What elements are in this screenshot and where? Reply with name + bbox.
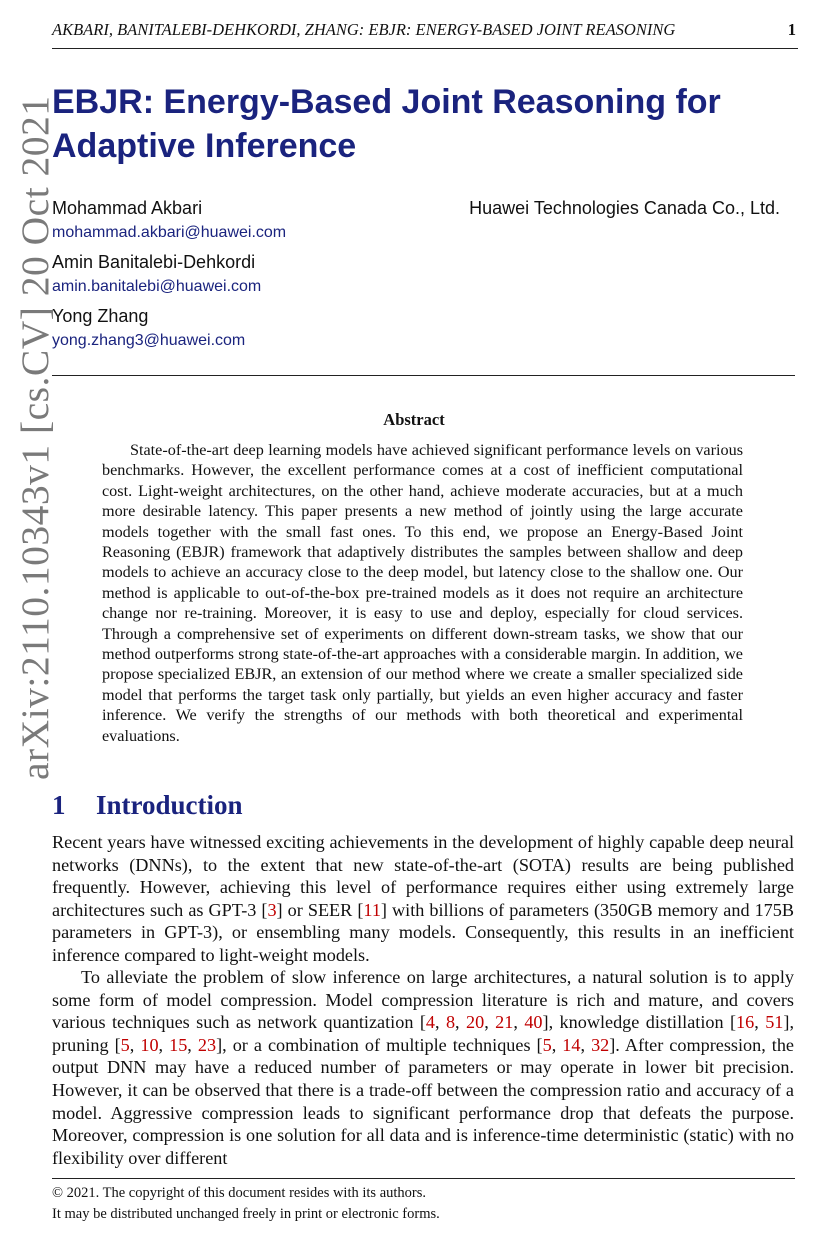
author-email-link[interactable]: yong.zhang3@huawei.com — [52, 332, 246, 349]
copyright-notice: © 2021. The copyright of this document resides with its authors. — [52, 1185, 427, 1201]
citation-link[interactable]: 23 — [197, 1034, 217, 1055]
text-run: , — [455, 1012, 467, 1033]
text-run: ], knowledge distillation [ — [542, 1012, 737, 1033]
citation-link[interactable]: 21 — [495, 1012, 514, 1033]
author-name: Amin Banitalebi-Dehkordi — [52, 252, 256, 272]
text-run: , — [551, 1034, 563, 1055]
text-run: ]. After compression, the output DNN may have a reduced number of parameters or may operate in lower bit precision. However, it can be observed that there is a trade-off between the compression ratio and accuracy of a model. Aggressive compression leads to significant performance drop that defeats the purpose. Moreover, compression is one solution for all data and is inference-time deterministic (static) with no flexibility over different — [52, 1034, 795, 1168]
author-email-link[interactable]: mohammad.akbari@huawei.com — [52, 224, 287, 241]
text-run: To alleviate the problem of slow inference on large architectures, a natural solution is to apply some form of model compression. Model compression literature is rich and mature, and covers various techniques such as network quantization [ — [52, 967, 794, 1033]
paper-title: EBJR: Energy-Based Joint Reasoning for Adaptive Inference — [52, 83, 721, 165]
citation-link[interactable]: 51 — [765, 1012, 784, 1033]
header-divider — [52, 375, 795, 376]
abstract-heading: Abstract — [383, 410, 445, 429]
text-run: , — [754, 1012, 766, 1033]
text-run: ] or SEER [ — [276, 899, 364, 920]
text-run: Recent years have witnessed exciting achievements in the development of highly capable deep neural networks (DNNs), to the extent that new state-of-the-art (SOTA) results are being published frequently. However, achieving this level of performance requires either using extremely large architectures such as GPT-3 [ — [52, 832, 794, 920]
citation-link[interactable]: 5 — [120, 1034, 130, 1055]
text-run: , — [434, 1012, 446, 1033]
text-run: , — [513, 1012, 525, 1033]
citation-link[interactable]: 40 — [524, 1012, 543, 1033]
section-number: 1 — [52, 790, 66, 820]
text-run: ], or a combination of multiple techniques [ — [216, 1034, 543, 1055]
text-run: , — [187, 1034, 198, 1055]
author-name: Yong Zhang — [52, 306, 149, 326]
citation-link[interactable]: 14 — [562, 1034, 581, 1055]
text-run: ] with billions of parameters (350GB memory and 175B parameters in GPT-3), or ensembling many models. Consequently, this results in an inefficient inference compared to light-weight models. — [52, 899, 795, 965]
author-email-link[interactable]: amin.banitalebi@huawei.com — [52, 278, 262, 295]
text-run: , — [158, 1034, 170, 1055]
running-head-text: AKBARI, BANITALEBI-DEHKORDI, ZHANG: EBJR: ENERGY-BASED JOINT REASONING — [52, 20, 676, 39]
text-run: ], pruning [ — [52, 1012, 794, 1055]
citation-link[interactable]: 10 — [140, 1034, 159, 1055]
citation-link[interactable]: 32 — [591, 1034, 610, 1055]
citation-link[interactable]: 3 — [267, 899, 277, 920]
citation-link[interactable]: 5 — [542, 1034, 552, 1055]
citation-link[interactable]: 11 — [363, 899, 381, 920]
section-title: Introduction — [96, 790, 243, 820]
author-name: Mohammad Akbari — [52, 198, 203, 218]
license-notice: It may be distributed unchanged freely in print or electronic forms. — [52, 1206, 440, 1222]
text-run: , — [129, 1034, 141, 1055]
citation-link[interactable]: 15 — [169, 1034, 188, 1055]
intro-paragraph-1 — [52, 831, 794, 967]
running-head — [52, 20, 798, 49]
text-run: , — [484, 1012, 496, 1033]
footer-divider — [52, 1178, 795, 1179]
text-run: , — [580, 1034, 592, 1055]
citation-link[interactable]: 20 — [466, 1012, 485, 1033]
arxiv-identifier: arXiv:2110.10343v1 [cs.CV] 20 Oct 2021 — [13, 95, 57, 780]
affiliation: Huawei Technologies Canada Co., Ltd. — [469, 198, 780, 218]
citation-link[interactable]: 8 — [445, 1012, 456, 1033]
citation-link[interactable]: 16 — [736, 1012, 755, 1033]
section-heading — [52, 790, 243, 821]
abstract-text: State-of-the-art deep learning models have achieved significant performance levels on various benchmarks. However, the excellent performance comes at a cost of inefficient computational cost. Light-weight architectures, on the other hand, achieve moderate accuracies, but at a much more desirable latency. This paper presents a new method of jointly using the large accurate models together with the small fast ones. To this end, we propose an Energy-Based Joint Reasoning (EBJR) framework that adaptively distributes the samples between shallow and deep models to achieve an accuracy close to the deep model, but latency close to the shallow one. Our method is applicable to out-of-the-box pre-trained models as it does not require an architecture change nor re-training. Moreover, it is easy to use and deploy, especially for cloud services. Through a comprehensive set of experiments on different down-stream tasks, we show that our method outperforms strong state-of-the-art approaches with a considerable margin. In addition, we propose specialized EBJR, an extension of our method where we create a smaller specialized side model that performs the target task only partially, but yields an even higher accuracy and faster inference. We verify the strengths of our methods with both theoretical and experimental evaluations. — [102, 441, 743, 745]
page-number: 1 — [787, 20, 796, 39]
intro-paragraph-2 — [52, 966, 794, 1169]
citation-link[interactable]: 4 — [425, 1012, 435, 1033]
